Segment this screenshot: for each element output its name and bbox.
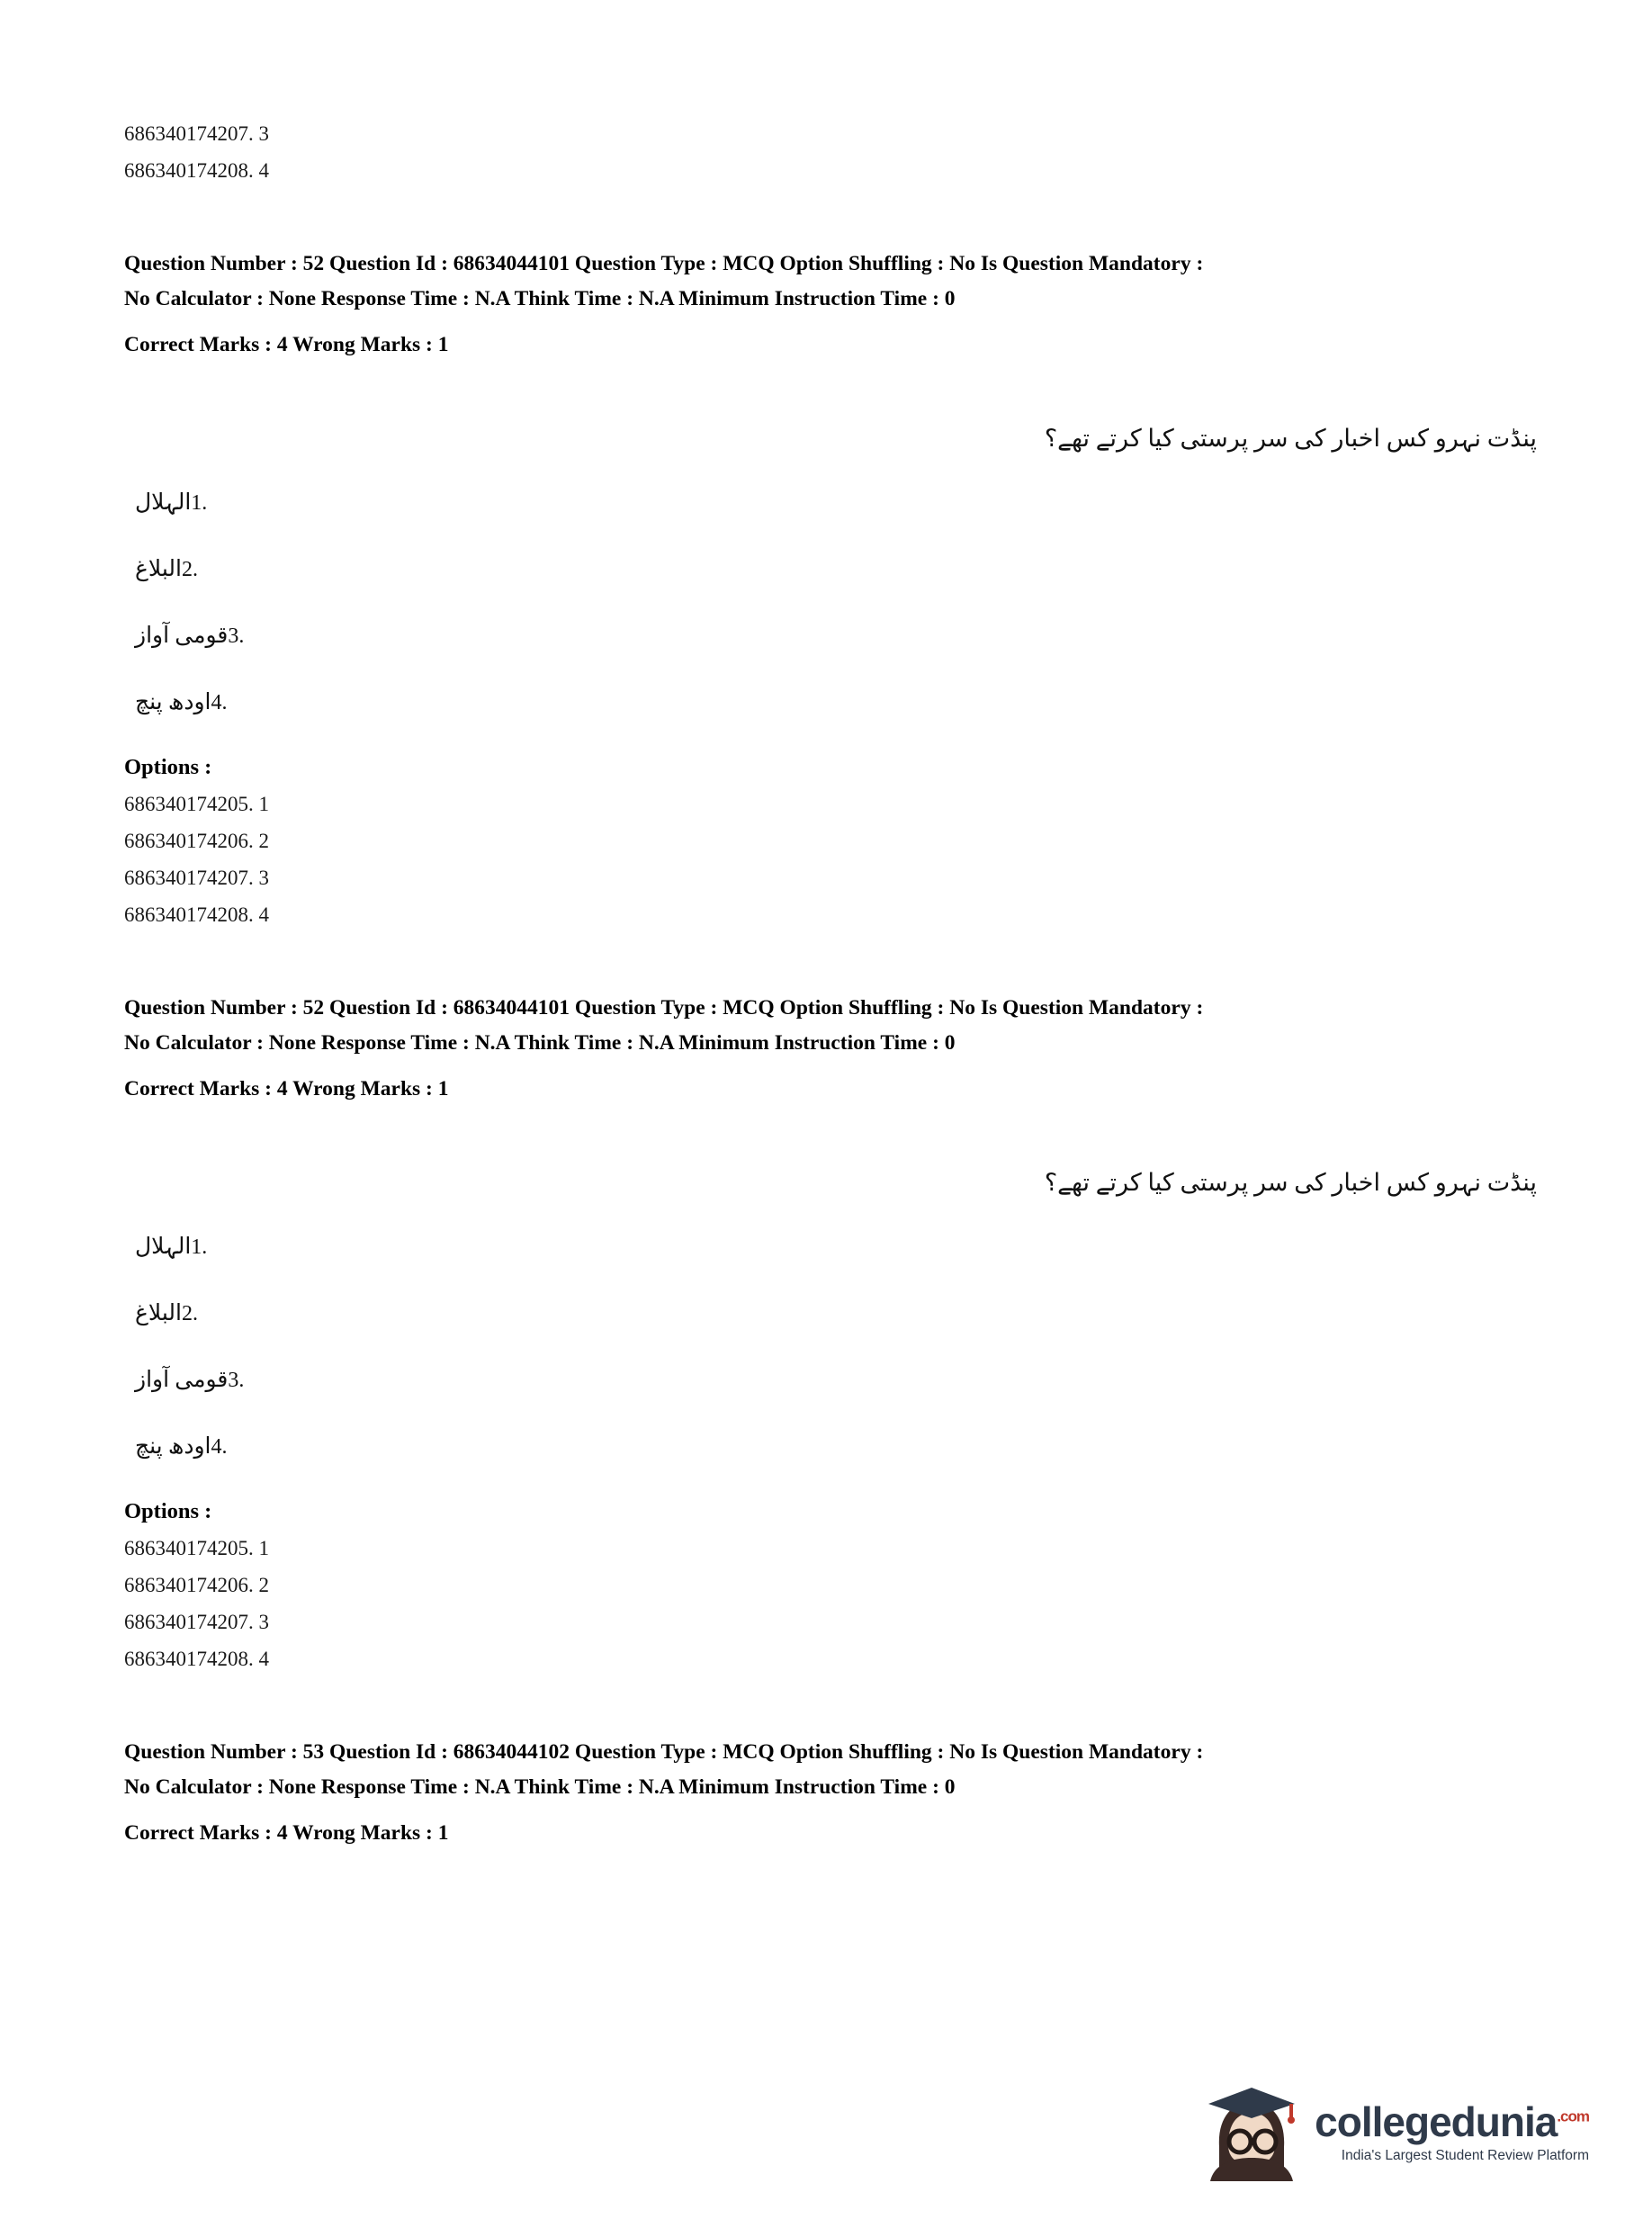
choice-number: 3.	[228, 1369, 245, 1392]
collegedunia-watermark	[1201, 2082, 1589, 2181]
trailing-option-ids	[124, 115, 1537, 189]
choice-item[interactable]	[124, 555, 1537, 582]
question-text: پنڈت نہرو کس اخبار کی سر پرستی کیا کرتے تھے؟	[1044, 425, 1537, 452]
choice-number: 4.	[211, 1435, 228, 1459]
options-heading: Options :	[124, 1499, 212, 1523]
option-id-line: 686340174207. 3	[124, 122, 269, 145]
option-id-list	[124, 786, 1537, 933]
choice-item[interactable]	[124, 489, 1537, 516]
question-block	[124, 247, 1537, 933]
choice-number: 1.	[191, 1235, 208, 1259]
choice-item[interactable]	[124, 1433, 1537, 1460]
question-marks-line: Correct Marks : 4 Wrong Marks : 1	[124, 1077, 449, 1101]
option-id-line: 686340174208. 4	[124, 903, 269, 926]
option-id-line: 686340174208. 4	[124, 159, 269, 182]
choice-number: 4.	[211, 691, 228, 714]
question-meta-line-1: Question Number : 52 Question Id : 68634044101 Question Type : MCQ Option Shuffling : No Is Question Mandatory :	[124, 252, 1204, 275]
choice-text: البلاغ	[135, 557, 182, 581]
question-meta-line-2: No Calculator : None Response Time : N.A Think Time : N.A Minimum Instruction Time : 0	[124, 1775, 956, 1799]
choice-item[interactable]	[124, 622, 1537, 649]
choice-text: الہلال	[135, 490, 192, 515]
choice-number: 2.	[181, 558, 198, 581]
choice-list	[124, 1233, 1537, 1460]
question-metadata	[124, 1735, 1537, 1851]
choice-list	[124, 489, 1537, 715]
graduate-mascot-icon	[1201, 2082, 1302, 2181]
question-block	[124, 1735, 1537, 1851]
option-id-line: 686340174208. 4	[124, 1648, 269, 1670]
choice-item[interactable]	[124, 1366, 1537, 1393]
brand-suffix: .com	[1557, 2107, 1589, 2125]
choice-item[interactable]	[124, 1299, 1537, 1326]
choice-number: 3.	[228, 624, 245, 648]
question-meta-line-2: No Calculator : None Response Time : N.A Think Time : N.A Minimum Instruction Time : 0	[124, 1031, 956, 1055]
question-block	[124, 991, 1537, 1677]
choice-text: اودھ پنچ	[135, 1434, 211, 1459]
choice-text: قومی آواز	[135, 1368, 229, 1392]
option-id-list	[124, 1530, 1537, 1677]
document-content	[124, 115, 1537, 1851]
question-marks-line: Correct Marks : 4 Wrong Marks : 1	[124, 1821, 449, 1845]
choice-item[interactable]	[124, 1233, 1537, 1260]
choice-text: قومی آواز	[135, 624, 229, 648]
brand-name	[1315, 2098, 1589, 2145]
choice-number: 2.	[181, 1302, 198, 1325]
choice-number: 1.	[191, 491, 208, 515]
choice-text: اودھ پنچ	[135, 690, 211, 714]
choice-text: الہلال	[135, 1235, 192, 1259]
option-id-line: 686340174206. 2	[124, 1574, 269, 1596]
option-id-line: 686340174207. 3	[124, 867, 269, 889]
brand-tagline: India's Largest Student Review Platform	[1341, 2147, 1589, 2163]
brand-text	[1315, 2098, 1589, 2163]
option-id-line: 686340174207. 3	[124, 1611, 269, 1633]
question-meta-line-1: Question Number : 52 Question Id : 68634044101 Question Type : MCQ Option Shuffling : No Is Question Mandatory :	[124, 996, 1204, 1020]
question-metadata	[124, 247, 1537, 363]
question-metadata	[124, 991, 1537, 1107]
question-text: پنڈت نہرو کس اخبار کی سر پرستی کیا کرتے تھے؟	[1044, 1169, 1537, 1196]
question-meta-line-2: No Calculator : None Response Time : N.A Think Time : N.A Minimum Instruction Time : 0	[124, 287, 956, 310]
choice-item[interactable]	[124, 688, 1537, 715]
question-marks-line: Correct Marks : 4 Wrong Marks : 1	[124, 333, 449, 356]
option-id-line: 686340174206. 2	[124, 830, 269, 852]
question-meta-line-1: Question Number : 53 Question Id : 68634044102 Question Type : MCQ Option Shuffling : No Is Question Mandatory :	[124, 1740, 1204, 1764]
option-id-line: 686340174205. 1	[124, 1537, 269, 1559]
brand-name-text: collegedunia	[1315, 2098, 1558, 2145]
options-heading: Options :	[124, 755, 212, 779]
choice-text: البلاغ	[135, 1301, 182, 1325]
option-id-line: 686340174205. 1	[124, 793, 269, 815]
